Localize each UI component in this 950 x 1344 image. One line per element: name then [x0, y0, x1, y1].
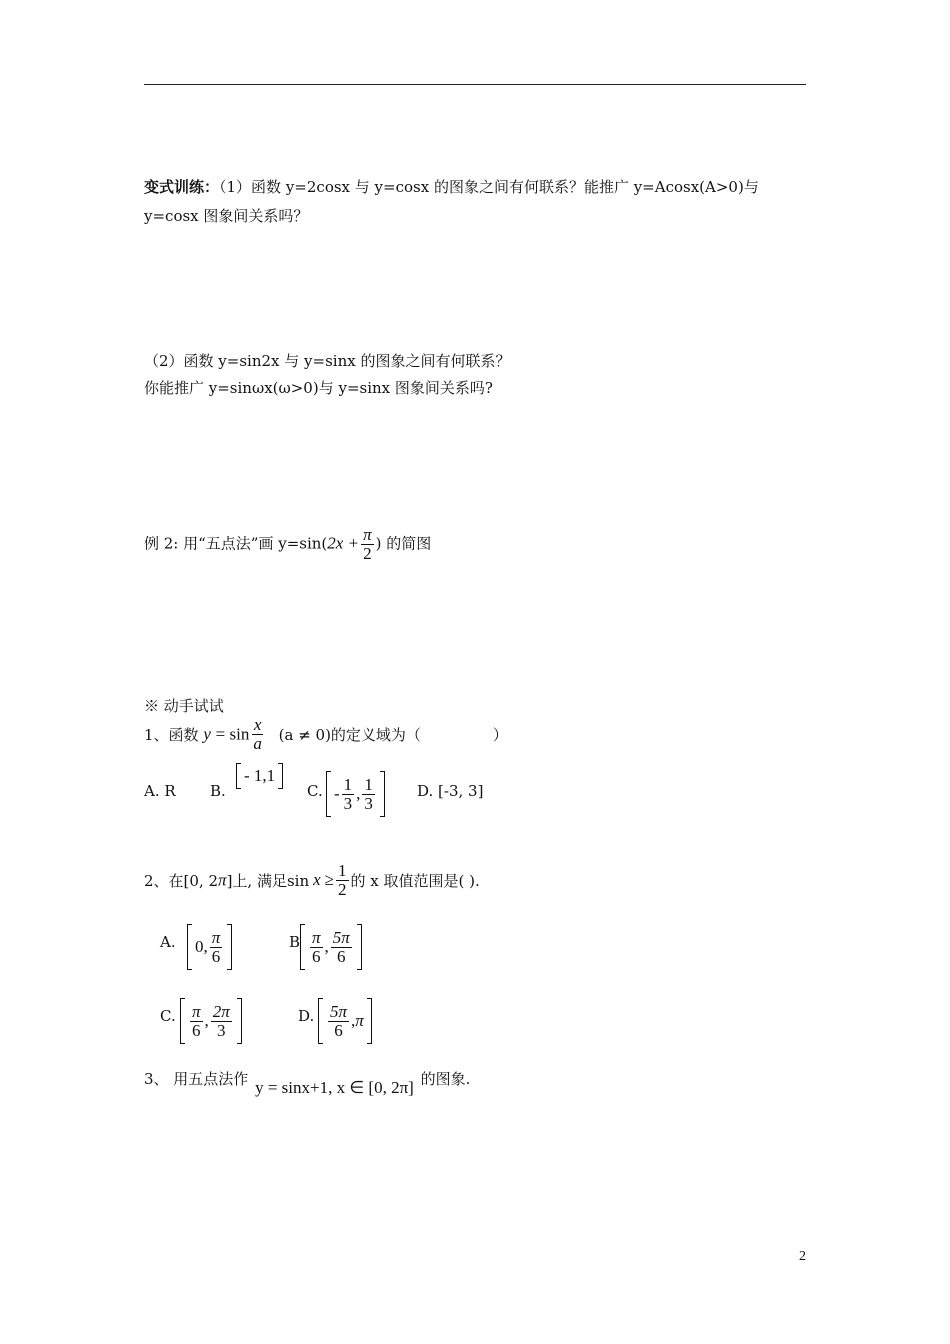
- variant-title: 变式训练：: [144, 178, 220, 196]
- p2-option-d-label: D.: [298, 1007, 315, 1025]
- page-number: 2: [799, 1249, 806, 1264]
- problem-2: 2、在[0, 2π]上, 满足sin x ≥ $\frac{1}{2}$ 的 x 取值范围是( ).: [144, 861, 480, 899]
- example-2: [144, 526, 431, 563]
- example2-prefix: 例 2: 用“五点法”画 y=sin(: [144, 534, 328, 553]
- p2-option-a-label: A.: [160, 933, 176, 951]
- variant-q2-line1: （2）函数 y=sin2x 与 y=sinx 的图象之间有何联系？: [144, 352, 511, 370]
- p2-option-d-interval: $\frac{5\pi}{6}$ , π: [318, 998, 372, 1044]
- practice-heading: ※ 动手试试: [144, 697, 224, 715]
- p2-option-b-interval: $\frac{\pi}{6}$ , $\frac{5\pi}{6}$: [300, 924, 362, 970]
- p3-expression: y = sinx+1, x ∈ [0, 2π]: [255, 1078, 414, 1097]
- p2-option-b-label: B: [289, 933, 301, 951]
- variant-q1-line2: y=cosx 图象间关系吗？: [144, 207, 309, 225]
- p1-option-a: A. R: [144, 782, 176, 800]
- p1-option-b-interval: - 1,1: [236, 763, 283, 789]
- problem-1: 1、函数 y = sin $\frac{x}{a}$ (a ≠ 0)的定义域为（ ）: [144, 715, 508, 753]
- p2-option-c-interval: $\frac{\pi}{6}$ , $\frac{2\pi}{3}$: [180, 998, 242, 1044]
- variant-line-1: [144, 176, 759, 197]
- p1-fraction: $\frac{x}{a}$: [253, 715, 262, 753]
- variant-q2-line2: 你能推广 y=sinωx(ω>0)与 y=sinx 图象间关系吗?: [144, 379, 493, 397]
- p1-option-c-label: C.: [307, 782, 323, 800]
- variant-q1-line1: （1）函数 y=2cosx 与 y=cosx 的图象之间有何联系？能推广 y=Acosx(A>0)与: [219, 178, 759, 196]
- p1-option-c-interval: - $\frac{1}{3}$ , $\frac{1}{3}$: [326, 771, 385, 817]
- p2-fraction: $\frac{1}{2}$: [338, 861, 347, 899]
- p2-option-a-interval: 0, $\frac{\pi}{6}$: [187, 924, 232, 970]
- p2-option-c-label: C.: [160, 1007, 176, 1025]
- problem-3: 3、 用五点法作 y = sinx+1, x ∈ [0, 2π] 的图象.: [144, 1070, 471, 1097]
- p1-option-b-label: B.: [210, 782, 226, 800]
- example2-suffix: ) 的简图: [375, 534, 432, 553]
- header-rule: [144, 84, 806, 85]
- p1-option-d: D. [-3, 3]: [417, 782, 484, 800]
- example2-expr: 2x +: [327, 533, 360, 553]
- example2-fraction: $\frac{\pi}{2}$: [363, 525, 372, 563]
